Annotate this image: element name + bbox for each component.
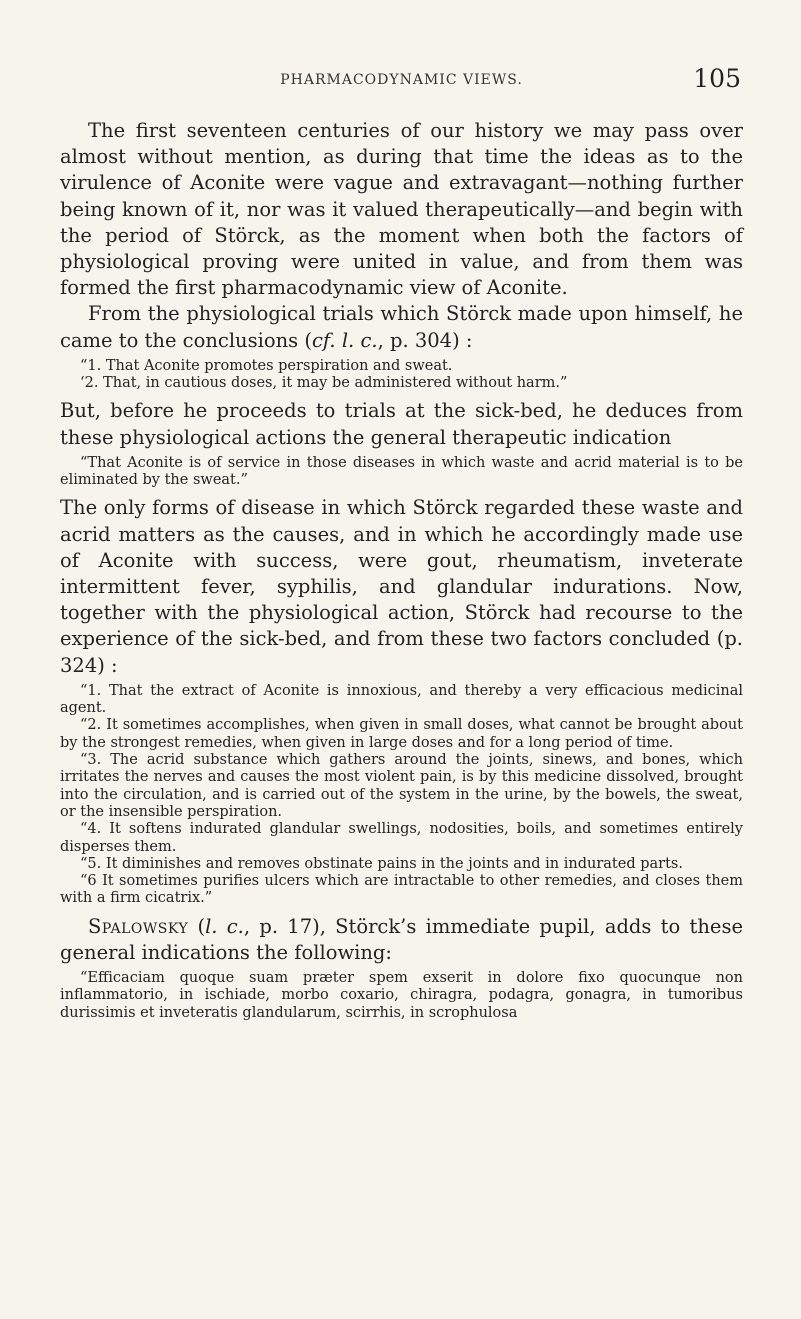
page-body: [60, 118, 743, 1022]
page-header: [60, 62, 743, 102]
author-name: Spalowsky: [88, 914, 189, 938]
quote-item: “1. That the extract of Aconite is innoxious, and thereby a very efficacious medicinal agent.: [60, 682, 743, 717]
paragraph-storck-trials: [60, 301, 743, 353]
quote-item: “That Aconite is of service in those diseases in which waste and acrid material is to be eliminated by the sweat.”: [60, 454, 743, 489]
paragraph-history: The first seventeen centuries of our history we may pass over almost without mention, as during that time the ideas as to the virulence of Aconite were vague and extravagant—nothing further being known of it, nor was it valued therapeutically—and begin with the period of Störck, as the moment when both the factors of physiological proving were united in value, and from them was formed the first pharmacodynamic view of Aconite.: [60, 119, 743, 300]
paragraph-text: From the physiological trials which Störck made upon himself, he came to the conclusions (: [60, 302, 743, 352]
quote-item: ‘2. That, in cautious doses, it may be administered without harm.”: [80, 375, 568, 392]
quote-item: “1. That Aconite promotes perspiration and sweat.: [80, 357, 453, 374]
quote-latin: [60, 970, 743, 1022]
quote-item: “5. It diminishes and removes obstinate pains in the joints and in indurated parts.: [80, 855, 683, 872]
quote-conclusions: [60, 358, 743, 393]
quote-item: “2. It sometimes accomplishes, when given in small doses, what cannot be brought about by the strongest remedies, when given in large doses and for a long period of time.: [60, 717, 743, 751]
quote-item: “4. It softens indurated glandular swellings, nodosities, boils, and sometimes entirely disperses them.: [60, 821, 743, 855]
paragraph-forms-of-disease: The only forms of disease in which Störck regarded these waste and acrid matters as the causes, and in which he accordingly made use of Aconite with success, were gout, rheumatism, inveterate intermittent fever, syphilis, and glandular indurations. Now, together with the physiological action, Störck had recourse to the experience of the sick-bed, and from these two factors concluded (p. 324) :: [60, 496, 743, 677]
quote-item: “3. The acrid substance which gathers around the joints, sinews, and bones, which irritates the nerves and causes the most violent pain, is by this medicine dissolved, brought into the circulation, and is carried out of the system in the urine, by the bowels, the sweat, or the insensible perspiration.: [60, 752, 743, 820]
quote-therapeutic-conclusions: [60, 683, 743, 908]
paragraph-text: , p. 17), Störck’s immediate pupil, adds to these general indications the following:: [60, 914, 743, 964]
running-title: PHARMACODYNAMIC VIEWS.: [280, 72, 523, 88]
citation: l. c.: [205, 914, 244, 938]
paragraph-text: (: [188, 914, 206, 938]
quote-item: “6 It sometimes purifies ulcers which are intractable to other remedies, and closes them with a firm cicatrix.”: [60, 873, 743, 907]
quote-indication: [60, 455, 743, 490]
page-number: 105: [693, 64, 741, 93]
quote-item: “Efficaciam quoque suam præter spem exserit in dolore fixo quocunque non inflammatorio, in ischiade, morbo coxario, chiragra, podagra, gonagra, in tumoribus durissimis et inveteratis glandularum, scirrhis, in scrophulosa: [60, 970, 743, 1021]
paragraph-spalowsky: [60, 914, 743, 966]
paragraph-sick-bed: But, before he proceeds to trials at the sick-bed, he deduces from these physiological actions the general therapeutic indication: [60, 399, 743, 449]
paragraph-text: , p. 304) :: [377, 328, 473, 352]
citation: cf. l. c.: [311, 328, 378, 352]
